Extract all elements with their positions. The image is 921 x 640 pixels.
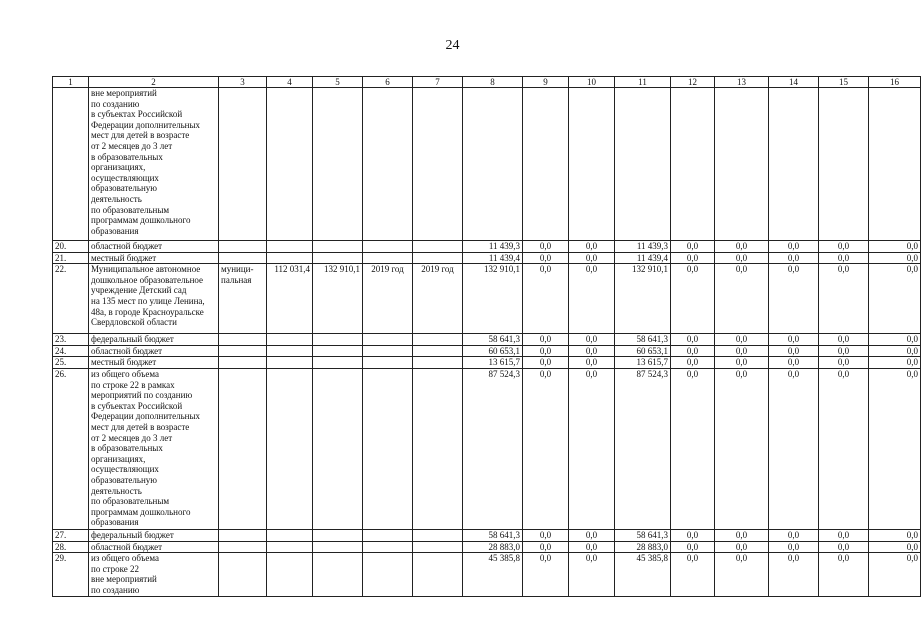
year-cell: 2019 год	[363, 264, 413, 334]
value-cell: 112 031,4	[267, 264, 313, 334]
value-cell	[313, 345, 363, 357]
value-cell: 132 910,1	[615, 264, 671, 334]
value-cell: 0,0	[523, 541, 569, 553]
value-cell: 0,0	[819, 357, 869, 369]
value-cell	[819, 88, 869, 241]
year-cell	[413, 88, 463, 241]
year-cell	[363, 357, 413, 369]
value-cell: 0,0	[671, 334, 715, 346]
ownership-cell	[219, 241, 267, 253]
value-cell: 0,0	[769, 252, 819, 264]
value-cell	[313, 368, 363, 529]
header-cell: 11	[615, 77, 671, 88]
value-cell: 0,0	[769, 541, 819, 553]
row-name-cell: из общего объема по строке 22 вне мероприятий по созданию	[89, 553, 219, 597]
header-cell: 16	[869, 77, 921, 88]
value-cell	[463, 88, 523, 241]
value-cell: 0,0	[819, 264, 869, 334]
row-number-cell: 26.	[53, 368, 89, 529]
value-cell	[267, 334, 313, 346]
ownership-cell	[219, 553, 267, 597]
year-cell	[413, 368, 463, 529]
value-cell: 0,0	[869, 529, 921, 541]
value-cell: 0,0	[523, 334, 569, 346]
value-cell	[267, 541, 313, 553]
year-cell	[363, 541, 413, 553]
year-cell	[363, 345, 413, 357]
year-cell	[413, 553, 463, 597]
value-cell: 0,0	[819, 334, 869, 346]
value-cell: 0,0	[819, 252, 869, 264]
value-cell: 0,0	[769, 529, 819, 541]
row-number-cell: 27.	[53, 529, 89, 541]
header-cell: 9	[523, 77, 569, 88]
year-cell	[413, 334, 463, 346]
value-cell: 0,0	[671, 368, 715, 529]
value-cell: 11 439,3	[463, 241, 523, 253]
value-cell: 0,0	[523, 241, 569, 253]
value-cell: 0,0	[523, 357, 569, 369]
value-cell: 0,0	[819, 553, 869, 597]
header-cell: 14	[769, 77, 819, 88]
year-cell	[363, 553, 413, 597]
value-cell: 0,0	[715, 357, 769, 369]
table-row	[53, 88, 921, 241]
value-cell: 0,0	[671, 345, 715, 357]
value-cell: 0,0	[569, 541, 615, 553]
row-name-cell: федеральный бюджет	[89, 529, 219, 541]
value-cell: 0,0	[869, 345, 921, 357]
value-cell: 0,0	[769, 264, 819, 334]
value-cell	[313, 88, 363, 241]
value-cell: 87 524,3	[463, 368, 523, 529]
ownership-cell	[219, 368, 267, 529]
value-cell: 0,0	[569, 241, 615, 253]
row-number-cell: 28.	[53, 541, 89, 553]
value-cell	[267, 88, 313, 241]
row-number-cell: 23.	[53, 334, 89, 346]
ownership-cell	[219, 334, 267, 346]
year-cell	[413, 345, 463, 357]
value-cell: 0,0	[715, 264, 769, 334]
row-number-cell: 22.	[53, 264, 89, 334]
value-cell: 0,0	[715, 529, 769, 541]
year-cell	[363, 529, 413, 541]
row-number-cell: 20.	[53, 241, 89, 253]
value-cell: 11 439,3	[615, 241, 671, 253]
value-cell	[267, 529, 313, 541]
year-cell	[413, 241, 463, 253]
value-cell: 0,0	[671, 241, 715, 253]
value-cell: 0,0	[819, 529, 869, 541]
page-number: 24	[445, 38, 460, 53]
ownership-cell	[219, 357, 267, 369]
value-cell	[267, 357, 313, 369]
value-cell: 0,0	[569, 264, 615, 334]
value-cell: 58 641,3	[615, 334, 671, 346]
value-cell	[715, 88, 769, 241]
value-cell	[267, 553, 313, 597]
header-row	[53, 77, 921, 88]
row-number-cell	[53, 88, 89, 241]
value-cell: 0,0	[715, 541, 769, 553]
year-cell	[363, 368, 413, 529]
header-cell: 12	[671, 77, 715, 88]
value-cell	[267, 241, 313, 253]
value-cell: 0,0	[569, 553, 615, 597]
value-cell: 60 653,1	[463, 345, 523, 357]
value-cell: 0,0	[769, 345, 819, 357]
ownership-cell	[219, 252, 267, 264]
year-cell	[363, 334, 413, 346]
value-cell: 0,0	[769, 553, 819, 597]
year-cell	[413, 529, 463, 541]
value-cell: 58 641,3	[615, 529, 671, 541]
value-cell: 0,0	[569, 529, 615, 541]
value-cell: 58 641,3	[463, 334, 523, 346]
table-row	[53, 529, 921, 541]
row-name-cell: местный бюджет	[89, 252, 219, 264]
value-cell: 0,0	[523, 264, 569, 334]
value-cell: 0,0	[715, 334, 769, 346]
value-cell: 0,0	[569, 345, 615, 357]
value-cell	[313, 553, 363, 597]
header-cell: 6	[363, 77, 413, 88]
value-cell	[569, 88, 615, 241]
value-cell: 28 883,0	[615, 541, 671, 553]
value-cell: 0,0	[569, 357, 615, 369]
year-cell	[413, 541, 463, 553]
value-cell	[313, 357, 363, 369]
value-cell: 87 524,3	[615, 368, 671, 529]
value-cell: 0,0	[869, 334, 921, 346]
value-cell: 0,0	[819, 241, 869, 253]
value-cell: 0,0	[869, 357, 921, 369]
value-cell: 13 615,7	[615, 357, 671, 369]
row-name-cell: областной бюджет	[89, 241, 219, 253]
value-cell: 0,0	[569, 334, 615, 346]
value-cell: 45 385,8	[463, 553, 523, 597]
value-cell: 0,0	[523, 345, 569, 357]
header-cell: 2	[89, 77, 219, 88]
table-row	[53, 334, 921, 346]
value-cell: 0,0	[523, 252, 569, 264]
value-cell: 0,0	[769, 334, 819, 346]
year-cell	[413, 357, 463, 369]
value-cell: 0,0	[769, 368, 819, 529]
value-cell: 0,0	[671, 529, 715, 541]
header-cell: 1	[53, 77, 89, 88]
table-row	[53, 345, 921, 357]
value-cell: 45 385,8	[615, 553, 671, 597]
value-cell: 132 910,1	[463, 264, 523, 334]
value-cell: 132 910,1	[313, 264, 363, 334]
row-name-cell: из общего объема по строке 22 в рамках мероприятий по созданию в субъектах Российской Федерации дополнительных мест для детей в возрасте от 2 месяцев до 3 лет в образовательных организациях, осуществляющих образовательную деятельность по образовательным программам дошкольного образования	[89, 368, 219, 529]
year-cell	[363, 241, 413, 253]
value-cell: 0,0	[523, 553, 569, 597]
value-cell: 0,0	[869, 553, 921, 597]
table-row	[53, 541, 921, 553]
value-cell: 0,0	[869, 368, 921, 529]
header-cell: 15	[819, 77, 869, 88]
value-cell	[523, 88, 569, 241]
year-cell	[363, 88, 413, 241]
value-cell: 0,0	[869, 541, 921, 553]
value-cell: 0,0	[869, 241, 921, 253]
value-cell: 0,0	[671, 264, 715, 334]
row-name-cell: вне мероприятий по созданию в субъектах Российской Федерации дополнительных мест для детей в возрасте от 2 месяцев до 3 лет в образовательных организациях, осуществляющих образовательную деятельность по образовательным программам дошкольного образования	[89, 88, 219, 241]
header-cell: 4	[267, 77, 313, 88]
value-cell: 0,0	[769, 357, 819, 369]
value-cell: 0,0	[671, 252, 715, 264]
value-cell	[267, 345, 313, 357]
value-cell	[769, 88, 819, 241]
row-number-cell: 25.	[53, 357, 89, 369]
header-cell: 7	[413, 77, 463, 88]
ownership-cell	[219, 88, 267, 241]
budget-table	[52, 76, 921, 597]
row-number-cell: 21.	[53, 252, 89, 264]
row-number-cell: 24.	[53, 345, 89, 357]
value-cell	[671, 88, 715, 241]
value-cell: 0,0	[523, 529, 569, 541]
row-number-cell: 29.	[53, 553, 89, 597]
value-cell	[267, 368, 313, 529]
table-row	[53, 368, 921, 529]
value-cell	[615, 88, 671, 241]
row-name-cell: Муниципальное автономное дошкольное образовательное учреждение Детский сад на 135 мест по улице Ленина, 48а, в городе Красноуральске Свердловской области	[89, 264, 219, 334]
value-cell	[313, 252, 363, 264]
value-cell: 0,0	[671, 357, 715, 369]
header-cell: 3	[219, 77, 267, 88]
value-cell	[869, 88, 921, 241]
header-cell: 8	[463, 77, 523, 88]
value-cell: 0,0	[569, 252, 615, 264]
header-cell: 10	[569, 77, 615, 88]
row-name-cell: областной бюджет	[89, 541, 219, 553]
value-cell: 0,0	[715, 241, 769, 253]
table-row	[53, 241, 921, 253]
value-cell: 0,0	[715, 553, 769, 597]
value-cell: 0,0	[523, 368, 569, 529]
value-cell	[267, 252, 313, 264]
table-row	[53, 264, 921, 334]
value-cell: 13 615,7	[463, 357, 523, 369]
ownership-cell	[219, 345, 267, 357]
value-cell: 0,0	[715, 345, 769, 357]
row-name-cell: местный бюджет	[89, 357, 219, 369]
value-cell: 11 439,4	[615, 252, 671, 264]
table-row	[53, 553, 921, 597]
value-cell: 0,0	[671, 553, 715, 597]
table-row	[53, 252, 921, 264]
value-cell: 60 653,1	[615, 345, 671, 357]
value-cell: 0,0	[869, 252, 921, 264]
year-cell: 2019 год	[413, 264, 463, 334]
year-cell	[363, 252, 413, 264]
value-cell: 0,0	[715, 368, 769, 529]
value-cell: 0,0	[819, 345, 869, 357]
row-name-cell: федеральный бюджет	[89, 334, 219, 346]
year-cell	[413, 252, 463, 264]
value-cell: 0,0	[819, 541, 869, 553]
value-cell	[313, 541, 363, 553]
value-cell	[313, 529, 363, 541]
value-cell: 58 641,3	[463, 529, 523, 541]
value-cell	[313, 334, 363, 346]
ownership-cell	[219, 529, 267, 541]
row-name-cell: областной бюджет	[89, 345, 219, 357]
value-cell: 0,0	[869, 264, 921, 334]
header-cell: 13	[715, 77, 769, 88]
value-cell: 0,0	[715, 252, 769, 264]
value-cell: 0,0	[769, 241, 819, 253]
value-cell: 0,0	[671, 541, 715, 553]
value-cell	[313, 241, 363, 253]
table-row	[53, 357, 921, 369]
value-cell: 0,0	[569, 368, 615, 529]
value-cell: 0,0	[819, 368, 869, 529]
value-cell: 11 439,4	[463, 252, 523, 264]
ownership-cell: муници- пальная	[219, 264, 267, 334]
header-cell: 5	[313, 77, 363, 88]
ownership-cell	[219, 541, 267, 553]
value-cell: 28 883,0	[463, 541, 523, 553]
